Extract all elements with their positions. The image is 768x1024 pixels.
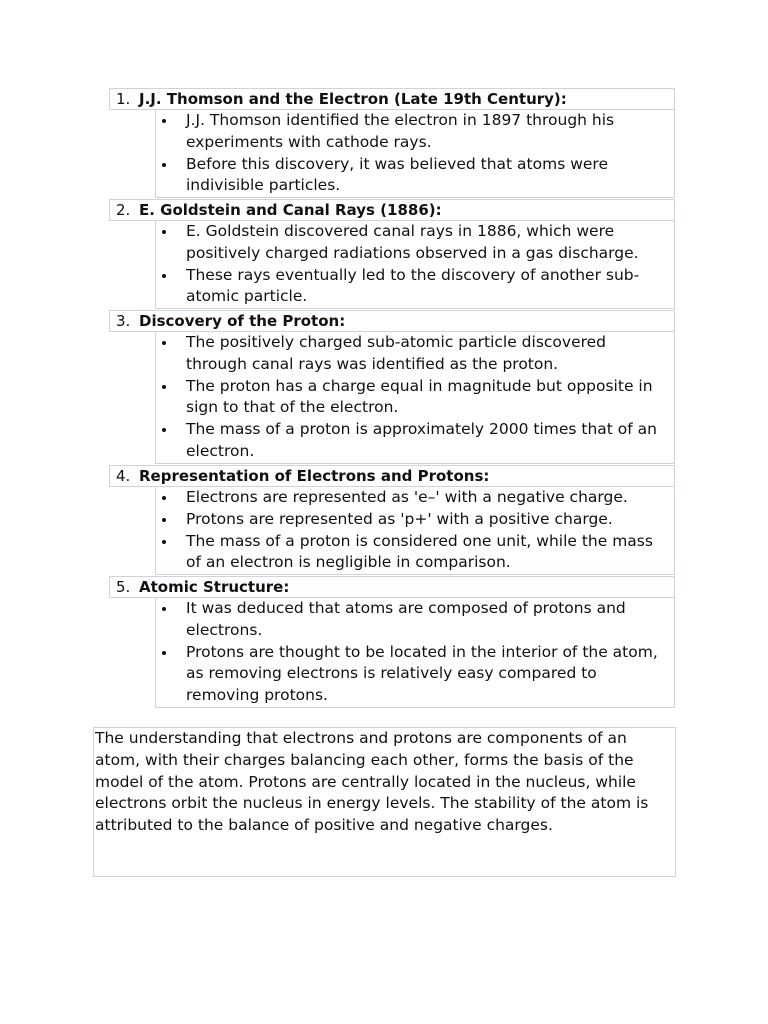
bullet-icon [162,428,166,432]
section-heading [109,199,675,221]
bullet-icon [162,385,166,389]
bullet-text: Protons are represented as 'p+' with a positive charge. [186,509,613,528]
bullet-icon [162,119,166,123]
bullet-icon [162,341,166,345]
section-body [155,332,675,464]
list-item [156,419,674,463]
section-number: 5. [116,578,131,596]
bullet-icon [162,518,166,522]
bullet-icon [162,230,166,234]
bullet-text: It was deduced that atoms are composed of protons and electrons. [186,599,626,639]
list-item [156,376,674,420]
section-heading [109,310,675,332]
bullet-text: The positively charged sub-atomic particle discovered through canal rays was identified as the proton. [186,333,607,373]
bullet-list [156,110,674,197]
section-body [155,110,675,198]
section-number: 4. [116,467,131,485]
section-heading [109,465,675,487]
list-item [156,487,674,509]
bullet-icon [162,274,166,278]
list-item [156,110,674,154]
bullet-text: Before this discovery, it was believed that atoms were indivisible particles. [186,154,608,195]
section-heading [109,88,675,110]
bullet-icon [162,496,166,500]
list-item [156,221,674,265]
bullet-text: The mass of a proton is considered one unit, while the mass of an electron is negligible in comparison. [186,531,653,572]
list-item [156,265,674,309]
list-item [156,598,674,642]
bullet-list [156,598,674,707]
list-item [156,509,674,531]
list-item [156,642,674,707]
section-body [155,221,675,309]
section-number: 1. [116,90,131,108]
section-number: 2. [116,201,131,219]
bullet-list [156,221,674,308]
section-title: Representation of Electrons and Protons: [139,467,490,485]
bullet-list [156,487,674,574]
bullet-list [156,332,674,463]
bullet-icon [162,163,166,167]
list-item [156,531,674,575]
section-title: Discovery of the Proton: [139,312,346,330]
section-title: E. Goldstein and Canal Rays (1886): [139,201,442,219]
section-heading [109,576,675,598]
section-number: 3. [116,312,131,330]
section-body [155,598,675,708]
bullet-text: The proton has a charge equal in magnitude but opposite in sign to that of the electron. [186,376,653,417]
bullet-text: Protons are thought to be located in the interior of the atom, as removing electrons is relatively easy compared to removing protons. [186,642,658,705]
bullet-text: These rays eventually led to the discovery of another sub-atomic particle. [186,265,640,306]
bullet-text: The mass of a proton is approximately 2000 times that of an electron. [186,420,657,460]
bullet-text: E. Goldstein discovered canal rays in 1886, which were positively charged radiations observed in a gas discharge. [186,222,639,262]
section-title: Atomic Structure: [139,578,290,596]
summary-box [93,727,676,877]
bullet-text: J.J. Thomson identified the electron in 1897 through his experiments with cathode rays. [186,111,615,151]
bullet-icon [162,540,166,544]
bullet-icon [162,651,166,655]
section-body [155,487,675,575]
list-item [156,332,674,376]
list-item [156,154,674,198]
summary-text: The understanding that electrons and protons are components of an atom, with their charges balancing each other, forms the basis of the model of the atom. Protons are centrally located in the nucleus, while electrons orbit the nucleus in energy levels. The stability of the atom is attributed to the balance of positive and negative charges. [95,729,649,835]
section-title: J.J. Thomson and the Electron (Late 19th Century): [139,90,567,108]
bullet-icon [162,607,166,611]
bullet-text: Electrons are represented as 'e–' with a negative charge. [186,488,628,506]
